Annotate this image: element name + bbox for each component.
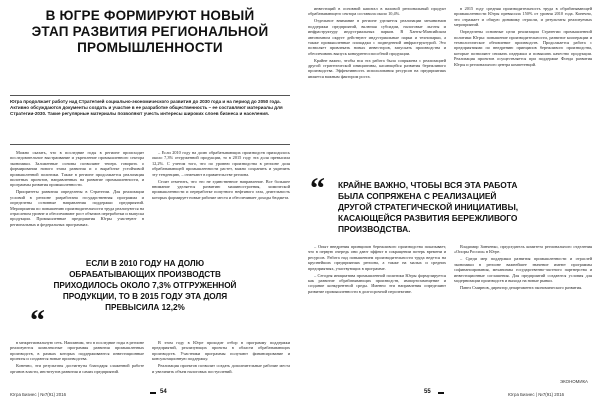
quote-line: КРАЙНЕ ВАЖНО, ЧТОБЫ ВСЯ ЭТА РАБОТА — [338, 180, 518, 190]
quote-line: ЕСЛИ В 2010 ГОДУ НА ДОЛЮ — [85, 259, 205, 268]
page-marker-left — [150, 392, 156, 394]
right-page — [300, 0, 600, 404]
section-label-right: ЭКОНОМИКА — [560, 379, 588, 384]
right-column-3 — [308, 244, 446, 384]
paragraph: Реализация проектов позволит создать дополнительные рабочие места и увеличить объем налоговых поступлений. — [152, 363, 290, 374]
left-column-3 — [10, 340, 144, 386]
pull-quote-right-text — [338, 180, 588, 235]
quote-line: ПРЕВЫСИЛА 12,2% — [105, 303, 185, 312]
quote-line: КАСАЮЩЕЙСЯ РАЗВИТИЯ БЕРЕЖЛИВОГО — [338, 213, 518, 223]
headline-line-3: ПРОМЫШЛЕННОСТИ — [77, 40, 223, 55]
headline-divider — [10, 95, 290, 96]
quote-line: БЫЛА СОПРЯЖЕНА С РЕАЛИЗАЦИЕЙ — [338, 191, 497, 201]
paragraph: Крайне важно, чтобы вся эта работа была сопряжена с реализацией другой стратегической инициативы, касающейся развития бережливого производства. Эффективность использования ресурсов на предприятиях является важным фактором роста. — [308, 57, 446, 79]
paragraph: В этом году в Югре проходит отбор в программу поддержки предприятий, реализующих проекты в области обрабатывающих производств. Участники программы получают финансирование и консультационную поддержку. — [152, 340, 290, 362]
left-column-1 — [10, 150, 144, 254]
page-number-right: 55 — [424, 389, 431, 395]
paragraph: Отдельное внимание в регионе уделяется реализации механизмов поддержки предприятий, включая субсидии, налоговые льготы и инфраструктуру индустриальных парков. В Ханты-Мансийском автономном округе действуют индустриальные парки и технопарки, а также промышленные площадки с подведенной инфраструктурой. Это позволяет привлекать новых инвесторов, запускать производства и обеспечивать выпуск конкурентоспособной продукции. — [308, 18, 446, 56]
paragraph: – Среди мер поддержки развития промышленности и отраслей экономики в регионе важнейшее значение имеют программы софинансирования, механизмы государственно-частного партнерства и инвестиционные соглашения. Для предприятий создаются условия для модернизации производств и выхода на новые рынки. — [454, 256, 592, 283]
lead-divider — [10, 144, 290, 145]
right-column-4 — [454, 244, 592, 384]
headline-line-2: ЭТАП РАЗВИТИЯ РЕГИОНАЛЬНОЙ — [31, 24, 269, 39]
pull-quote-right — [308, 172, 592, 238]
paragraph: Приоритеты развития определены в Стратегии. Для реализации условий в регионе разработана государственная программа и определены основные направления поддержки предприятий. Мероприятия по повышению производительности труда реализуются на отраслевом уровне и обеспечивают рост объемов переработки и выпуска продукции. Промышленные предприятия Югры участвуют в региональных и федеральных программах. — [10, 189, 144, 227]
page-number-left: 54 — [160, 389, 167, 395]
quote-mark-icon: “ — [310, 172, 325, 205]
footer-issue-right: Югра Бизнес | №7(91) 2016 — [508, 392, 565, 397]
paragraph: – Опыт внедрения принципов бережливого производства показывает, что в первую очередь они дают эффект в сокращении потерь времени и ресурсов. Работа над повышением производительности труда ведется на крупнейших предприятиях региона, а также на малых и средних предприятиях, участвующих в программе. — [308, 244, 446, 271]
paragraph: в межрегиональную сеть. Напомним, что в последние годы в регионе реализуются комплексные программы развития промышленных производств, в рамках которых поддерживаются инвестиционные проекты и создаются новые производства. — [10, 340, 144, 362]
paragraph: Конечно, эти результаты достигнуты благодаря слаженной работе органов власти, институтов развития и самих предприятий. — [10, 363, 144, 374]
paragraph: Определены основные цели реализации Стратегии промышленной политики Югры: повышение производительности, развитие кооперации и технологическое обновление производств. Продолжается работа с предприятиями по внедрению принципов бережливого производства, которые позволяют снижать издержки и повышать качество продукции. Реализация проектов осуществляется при поддержке Фонда развития Югры и регионального центра компетенций. — [454, 29, 592, 67]
pull-quote-left — [30, 258, 250, 340]
footer-issue-left: Югра Бизнес | №7(91) 2016 — [10, 392, 67, 397]
pull-quote-left-text — [40, 258, 250, 313]
paragraph: Можно сказать, что в последние годы в регионе происходит последовательное выстраивание и укрепление промышленного сектора экономики. Заложенные основы позволяют теперь говорить о формировании нового этапа развития и о выработке устойчивой промышленной политики. Также в регионе продолжается реализация пилотных проектов, направленных на развитие промышленности, и программы развития промышленности. — [10, 150, 144, 188]
quote-line: ДРУГОЙ СТРАТЕГИЧЕСКОЙ ИНИЦИАТИВЫ, — [338, 202, 519, 212]
quote-line: ПРОДУКЦИИ, ТО В 2015 ГОДУ ЭТА ДОЛЯ — [62, 292, 228, 301]
paragraph: Павел Смирнов, директор департамента экономического развития. — [460, 284, 583, 290]
left-column-2 — [152, 150, 290, 254]
right-column-1 — [308, 6, 446, 176]
left-column-4 — [152, 340, 290, 386]
quote-line: ОБРАБАТЫВАЮЩИХ ПРОИЗВОДСТВ — [69, 270, 221, 279]
quote-line: ПРОИЗВОДСТВА. — [338, 224, 411, 234]
paragraph: Владимир Зинченко, председатель комитета регионального отделения «Опоры России» в Югре. — [454, 244, 592, 255]
quote-line: ПРИХОДИЛОСЬ ОКОЛО 7,3% ОТГРУЖЕННОЙ — [53, 281, 237, 290]
article-lead: Югра продолжает работу над Стратегией социально-экономического развития до 2030 года и на период до 2050 года. Активно обсуждаются документы создать и участие в ее разработке общественность – ее составляют материалы для Стратегии-2030. Такие регулярные материалы позволяют учесть интересы широких слоев бизнеса и населения. — [10, 99, 283, 116]
paragraph: в 2015 году средняя производительность труда в обрабатывающей промышленности Югры превысила 150% от уровня 2010 года. Конечно, это отражает и общую динамику отрасли, и результаты реализуемых мероприятий. — [454, 6, 592, 28]
quote-mark-icon: “ — [30, 304, 45, 337]
article-headline — [30, 8, 270, 56]
paragraph: Стоит отметить, что это не единственное направление. Все большее внимание уделяется развитию машиностроения, химической промышленности и переработке попутного нефтяного газа, деятельность которых формирует новые рабочие места и обеспечивает доходы бюджета. — [152, 178, 290, 200]
page-marker-right — [438, 392, 444, 394]
paragraph: – Сегодня инициатива промышленной политики Югры формулируется как развитие обрабатывающих производств, импортозамещение и создание конкурентной среды. Именно эти направления определяют развитие промышленности в долгосрочной перспективе. — [308, 272, 446, 294]
paragraph: инвестиций в основной капитал в валовой региональный продукт обрабатывающего сектора составила около 10,4%. — [308, 6, 446, 17]
right-column-2 — [454, 6, 592, 176]
headline-line-1: В ЮГРЕ ФОРМИРУЮТ НОВЫЙ — [45, 8, 255, 23]
paragraph: – Если 2010 году на долю обрабатывающих производств приходилось около 7,3% отгруженной продукции, то в 2015 году эта доля превысила 12,2%. С учетом того, что по уровню производства в регионе доля обрабатывающей промышленности растет, важно сохранить и укрепить эту тенденцию, – отмечают в правительстве региона. — [152, 150, 290, 177]
